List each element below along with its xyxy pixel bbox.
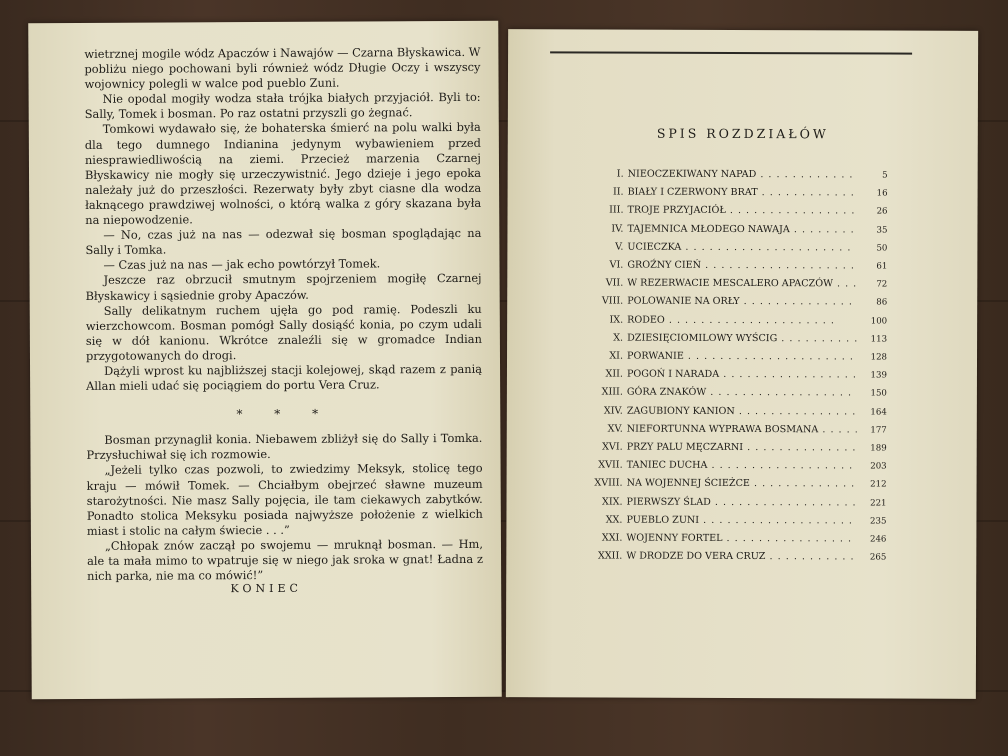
section-separator: * * * [236,406,333,422]
chapter-page: 203 [870,461,887,472]
chapter-page: 246 [869,534,887,545]
chapter-title: TAJEMNICA MŁODEGO NAWAJA . . [627,220,857,239]
chapter-title: ZAGUBIONY KANION . . [627,402,857,421]
chapter-number: XXI. [601,532,623,544]
chapter-title: W DRODZE DO VERA CRUZ . . [626,548,856,567]
chapter-title: POLOWANIE NA ORŁY . . [627,293,857,312]
chapter-page: 235 [870,516,887,527]
toc-row [566,493,886,512]
left-page [28,21,502,699]
paragraphs-after [86,431,483,584]
chapter-title: GÓRA ZNAKÓW . . [627,384,857,403]
toc-row [567,384,887,403]
toc-row [567,475,887,494]
chapter-number: V. [615,241,624,253]
toc-row [568,165,888,184]
chapter-number: XV. [607,423,623,435]
chapter-page: 50 [876,243,888,254]
paragraph: „Chłopak znów zaczął po swojemu — mruknął bosman. — Hm, ale ta mała mimo to wpatruje się w niego jak sroka w gnat! Ładna z nich parka, nie ma co mówić!” [87,536,484,584]
chapter-number: XII. [605,368,623,380]
paragraph: wietrznej mogile wódz Apaczów i Nawajów — Czarna Błyskawica. W pobliżu niego pochowani byli również wódz Długie Oczy i wszyscy wojownicy polegli w walce pod pueblo Zuni. [84,44,481,92]
chapter-page: 72 [876,279,888,290]
right-page [506,29,978,699]
chapter-page: 26 [876,206,888,217]
paragraph: Tomkowi wydawało się, że bohaterska śmierć na polu walki była dla tego dumnego Indianina jedynym wybawieniem przed niesprawiedliwością na ziemi. Przecież marzenia Czarnej Błyskawicy nie mogły się urzeczywistnić. Jego dzieje i jego epoka należały już do przeszłości. Rezerwaty były zbyt ciasne dla wodza łaknącego prawdziwej wolności, o którą walka z góry skazana była na niepowodzenie. [84,120,482,227]
paragraph: — Czas już na nas — jak echo powtórzył Tomek. [103,256,381,273]
chapter-page: 164 [870,407,887,418]
toc-row [567,238,887,257]
toc-row [567,275,887,294]
ending-label: KONIEC [230,581,302,596]
toc-row [567,311,887,330]
chapter-number: IX. [609,314,624,326]
chapter-page: 189 [870,443,887,454]
paragraph: Bosman przynaglił konia. Niebawem zbliżył się do Sally i Tomka. Przysłuchiwał się ich rozmowie. [86,431,483,463]
chapter-page: 86 [876,297,888,308]
chapter-number: IV. [611,223,624,235]
chapter-number: XX. [605,514,623,526]
chapter-page: 5 [882,170,888,181]
chapter-page: 150 [870,388,887,399]
toc-row [567,420,887,439]
toc-row [567,366,887,385]
chapter-title: TANIEC DUCHA . . [627,457,857,476]
chapter-number: XI. [609,350,624,362]
toc-row [567,293,887,312]
paragraph: Jeszcze raz obrzucił smutnym spojrzeniem mogiłę Czarnej Błyskawicy i sąsiednie groby Apaczów. [85,271,482,303]
chapter-number: XXII. [598,550,623,562]
toc-heading: SPIS ROZDZIAŁÓW [656,125,829,142]
chapter-title: NIEFORTUNNA WYPRAWA BOSMANA . . [627,420,857,439]
chapter-title: PORWANIE . . [627,348,857,367]
paragraph: Nie opodal mogiły wodza stała trójka białych przyjaciół. Byli to: Sally, Tomek i bosman. Po raz ostatni przyszli go żegnać. [84,90,481,122]
chapter-page: 100 [870,316,888,327]
chapter-title: PUEBLO ZUNI . . [626,511,856,530]
chapter-title: RODEO . . [627,311,857,330]
top-rule [550,51,912,54]
left-page-text [84,45,483,584]
toc-row [567,256,887,275]
chapter-number: XIV. [603,405,623,417]
toc-row [566,548,886,567]
table-of-contents [566,165,887,567]
toc-row [568,202,888,221]
chapter-number: VI. [609,259,624,271]
paragraph: Sally delikatnym ruchem ujęła go pod ramię. Podeszli ku wierzchowcom. Bosman pomógł Sally dosiąść konia, po czym udali się w dół kanionu. Wkrótce znaleźli się w gromadce Indian przygotowanych do drogi. [85,301,482,363]
chapter-page: 35 [876,225,888,236]
chapter-number: XIX. [601,496,623,508]
chapter-page: 128 [870,352,888,363]
chapter-number: VIII. [601,295,624,308]
chapter-number: I. [616,168,624,180]
chapter-title: WOJENNY FORTEL . . [626,530,856,549]
chapter-number: XVI. [602,441,623,453]
chapter-number: X. [613,332,624,344]
chapter-number: XVII. [598,459,623,471]
chapter-title: PRZY PALU MĘCZARNI . . [627,439,857,458]
chapter-page: 61 [876,261,888,272]
chapter-title: TROJE PRZYJACIÓŁ . . [628,202,858,221]
paragraph: — No, czas już na nas — odezwał się bosman spoglądając na Sally i Tomka. [85,225,482,258]
chapter-number: XIII. [601,386,623,399]
toc-row [567,329,887,348]
toc-row [567,402,887,421]
chapter-title: GROŹNY CIEŃ . . [627,257,857,276]
chapter-page: 113 [870,334,888,345]
toc-row [567,438,887,457]
paragraphs-before [84,45,482,394]
chapter-page: 221 [870,498,887,509]
toc-row [566,529,886,548]
chapter-page: 139 [870,370,887,381]
chapter-title: NIEOCZEKIWANY NAPAD . . [628,166,858,185]
toc-row [567,347,887,366]
chapter-title: PIERWSZY ŚLAD . . [626,493,856,512]
toc-row [568,184,888,203]
toc-row [567,220,887,239]
chapter-title: NA WOJENNEJ ŚCIEŻCE . . [627,475,857,494]
chapter-title: POGOŃ I NARADA . . [627,366,857,385]
chapter-page: 212 [870,479,887,490]
chapter-title: DZIESIĘCIOMILOWY WYŚCIG . . [627,329,857,348]
chapter-title: UCIECZKA . . [627,238,857,257]
chapter-page: 177 [870,425,887,436]
toc-row [567,457,887,476]
paragraph: Dążyli wprost ku najbliższej stacji kolejowej, skąd razem z panią Allan mieli udać się pociągiem do portu Vera Cruz. [86,361,483,393]
chapter-page: 16 [876,188,888,199]
chapter-number: VII. [605,277,624,289]
paragraph: „Jeżeli tylko czas pozwoli, to zwiedzimy Meksyk, stolicę tego kraju — mówił Tomek. — Chciałbym obejrzeć sławne muzeum starożytności. Nie masz Sally pojęcia, ile tam ciekawych zabytków. Ponadto stolica Meksyku posiada najwyższe położenie z wielkich miast i stolic na całym świecie . . .” [86,461,483,538]
chapter-title: W REZERWACIE MESCALERO APACZÓW . . [627,275,857,294]
chapter-number: III. [609,204,624,216]
chapter-number: XVIII. [594,477,623,490]
toc-row [566,511,886,530]
chapter-page: 265 [869,552,887,563]
chapter-number: II. [612,186,624,198]
chapter-title: BIAŁY I CZERWONY BRAT . . [628,184,858,203]
